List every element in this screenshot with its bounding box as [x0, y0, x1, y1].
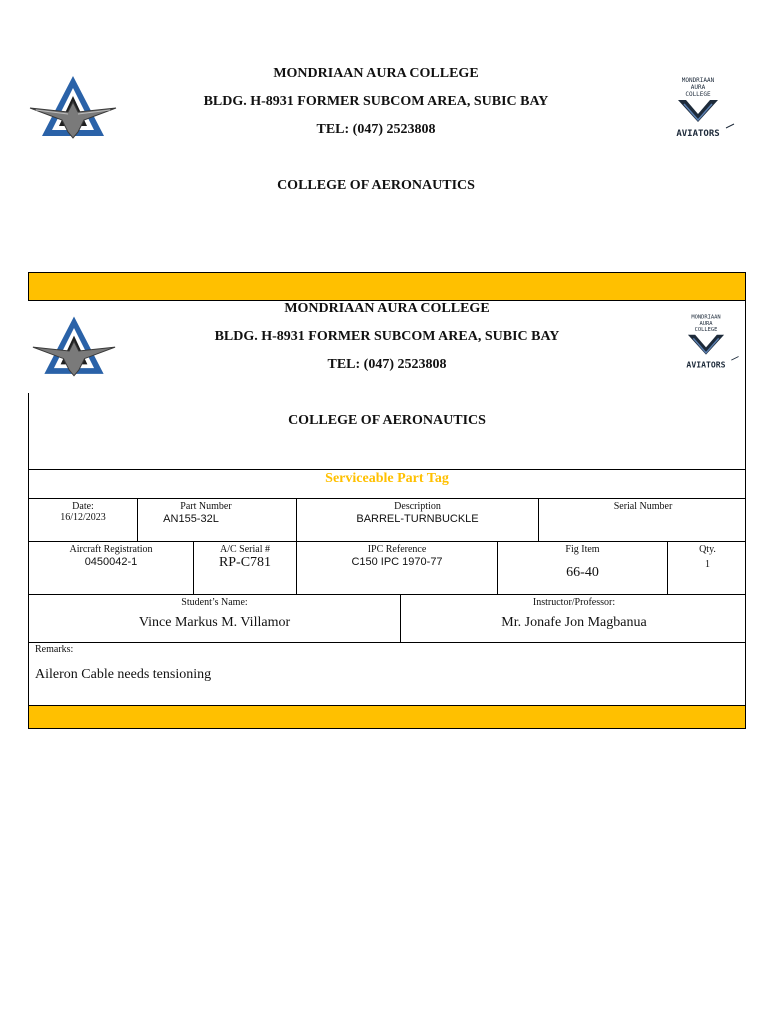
svg-text:COLLEGE: COLLEGE [685, 91, 711, 98]
ac-serial-label: A/C Serial # [220, 544, 270, 555]
date-label: Date: [72, 501, 94, 512]
tag-title-row [28, 470, 746, 499]
svg-text:COLLEGE: COLLEGE [694, 327, 718, 334]
ipc-reference-label: IPC Reference [367, 544, 427, 555]
description-value: BARREL-TURNBUCKLE [356, 513, 479, 525]
tag-college-department: COLLEGE OF AERONAUTICS [288, 413, 486, 428]
tag-header [28, 301, 746, 470]
instructor-value: Mr. Jonafe Jon Magbanua [501, 615, 647, 630]
tag-top-bar [28, 272, 746, 301]
tag-college-telephone: TEL: (047) 2523808 [327, 357, 447, 372]
aircraft-registration-cell [29, 542, 194, 594]
serial-number-cell [539, 499, 747, 541]
tag-college-address: BLDG. H-8931 FORMER SUBCOM AREA, SUBIC BAY [214, 329, 560, 344]
date-value: 16/12/2023 [60, 512, 106, 523]
tag-row-people [28, 595, 746, 643]
svg-text:AURA: AURA [699, 320, 713, 327]
aircraft-registration-value: 0450042-1 [84, 556, 138, 568]
svg-text:MONDRIAAN: MONDRIAAN [681, 77, 715, 84]
student-name-value: Vince Markus M. Villamor [138, 615, 291, 630]
part-number-value: AN155-32L [163, 513, 219, 525]
svg-text:AVIATORS: AVIATORS [676, 129, 720, 139]
aircraft-registration-label: Aircraft Registration [69, 544, 153, 555]
college-address: BLDG. H-8931 FORMER SUBCOM AREA, SUBIC BAY [203, 94, 549, 109]
college-telephone: TEL: (047) 2523808 [316, 122, 436, 137]
instructor-label: Instructor/Professor: [532, 597, 616, 608]
ipc-reference-value: C150 IPC 1970-77 [351, 556, 443, 568]
tag-row-remarks [28, 643, 746, 705]
part-number-label: Part Number [180, 501, 232, 512]
serial-number-label: Serial Number [613, 501, 673, 512]
tag-bottom-bar [28, 705, 746, 729]
fig-item-value: 66-40 [566, 565, 599, 580]
student-name-cell [29, 595, 401, 642]
tag-row-part-info [28, 499, 746, 542]
instructor-cell [401, 595, 747, 642]
tag-header-left-rule [28, 393, 29, 470]
ipc-reference-cell [297, 542, 498, 594]
tag-aviators-logo [668, 307, 744, 377]
tag-college-name: MONDRIAAN AURA COLLEGE [284, 301, 490, 316]
college-name: MONDRIAAN AURA COLLEGE [273, 66, 479, 81]
part-number-cell [138, 499, 297, 541]
qty-cell [668, 542, 747, 594]
aviators-emblem-icon [668, 307, 744, 377]
aviators-emblem-icon [656, 70, 740, 146]
ac-serial-cell [194, 542, 297, 594]
description-cell [297, 499, 539, 541]
serviceable-part-tag [28, 272, 746, 729]
qty-label: Qty. [699, 544, 716, 555]
qty-value: 1 [705, 559, 710, 570]
remarks-label: Remarks: [35, 644, 74, 655]
description-label: Description [394, 501, 441, 512]
student-name-label: Student’s Name: [181, 597, 248, 608]
fig-item-label: Fig Item [565, 544, 600, 555]
college-department: COLLEGE OF AERONAUTICS [277, 178, 475, 193]
remarks-value: Aileron Cable needs tensioning [35, 667, 212, 682]
svg-text:AURA: AURA [690, 84, 706, 91]
tag-college-emblem-logo [30, 307, 118, 393]
aviators-logo [656, 70, 740, 146]
svg-text:AVIATORS: AVIATORS [686, 359, 726, 370]
tag-title: Serviceable Part Tag [325, 471, 449, 486]
svg-text:MONDRIAAN: MONDRIAAN [691, 314, 721, 321]
fig-item-cell [498, 542, 668, 594]
ac-serial-value: RP-C781 [218, 555, 272, 570]
tag-row-aircraft-info [28, 542, 746, 595]
college-wings-emblem-icon [30, 307, 118, 393]
